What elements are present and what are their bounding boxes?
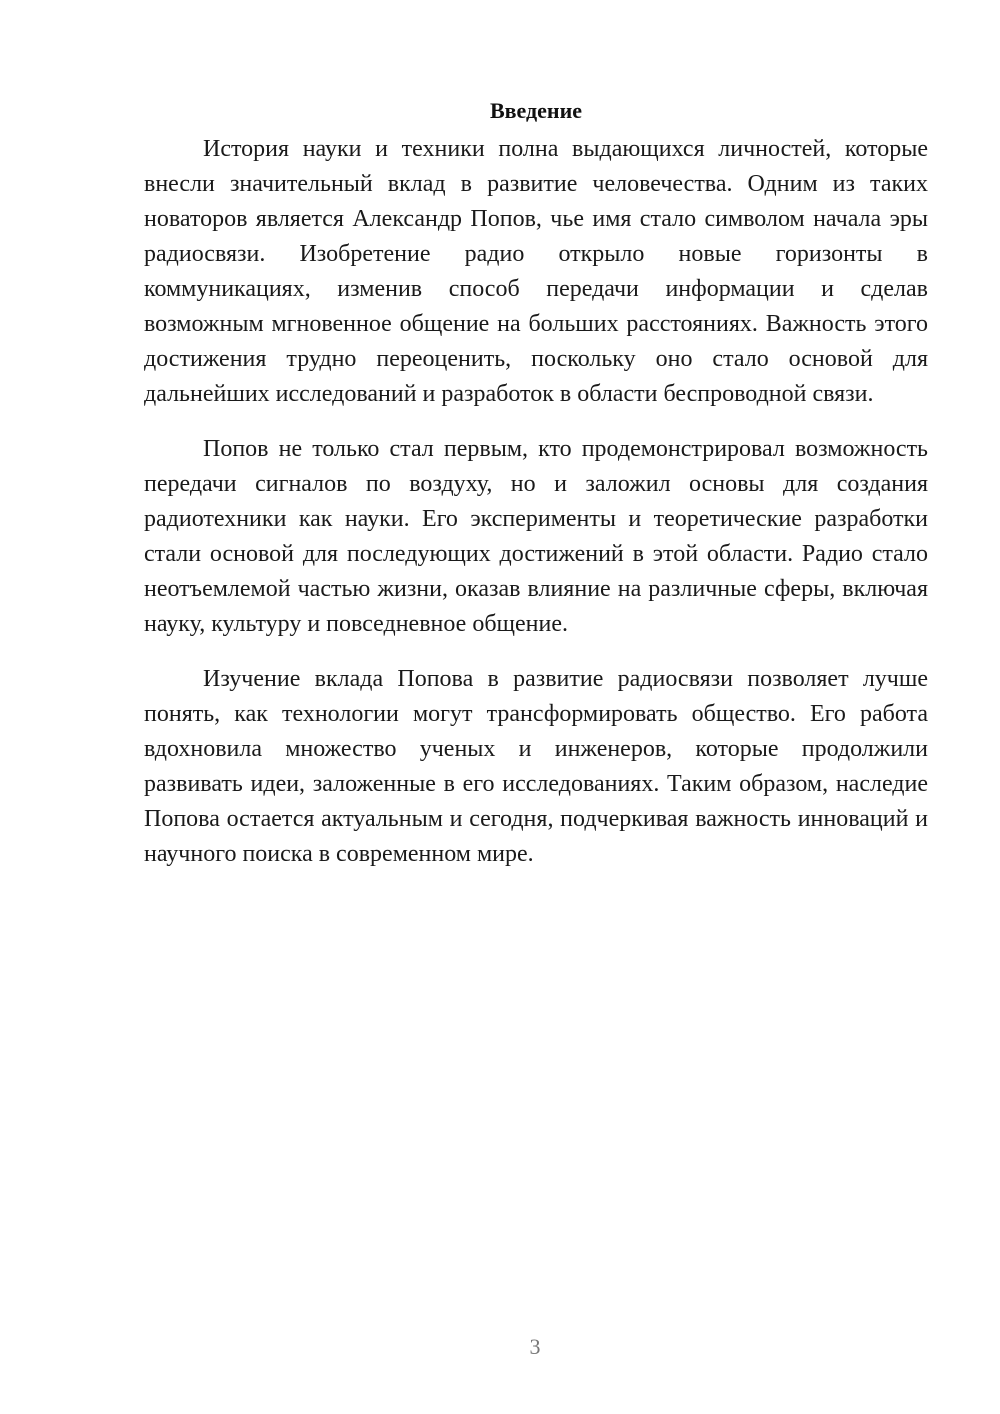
section-heading: Введение	[489, 98, 583, 123]
page-content	[144, 96, 928, 892]
page-number: 3	[529, 1334, 541, 1359]
paragraph-2: Попов не только стал первым, кто продемонстрировал возможность передачи сигналов по воздуху, но и заложил основы для создания радиотехники как науки. Его эксперименты и теоретические разработки стали основой для последующих достижений в этой области. Радио стало неотъемлемой частью жизни, оказав влияние на различные сферы, включая науку, культуру и повседневное общение.	[144, 436, 928, 637]
paragraph-1: История науки и техники полна выдающихся личностей, которые внесли значительный вклад в развитие человечества. Одним из таких новаторов является Александр Попов, чье имя стало символом начала эры радиосвязи. Изобретение радио открыло новые горизонты в коммуникациях, изменив способ передачи информации и сделав возможным мгновенное общение на больших расстояниях. Важность этого достижения трудно переоценить, поскольку оно стало основой для дальнейших исследований и разработок в области беспроводной связи.	[144, 136, 928, 407]
paragraph-3: Изучение вклада Попова в развитие радиосвязи позволяет лучше понять, как технологии могут трансформировать общество. Его работа вдохновила множество ученых и инженеров, которые продолжили развивать идеи, заложенные в его исследованиях. Таким образом, наследие Попова остается актуальным и сегодня, подчеркивая важность инноваций и научного поиска в современном мире.	[144, 666, 928, 867]
